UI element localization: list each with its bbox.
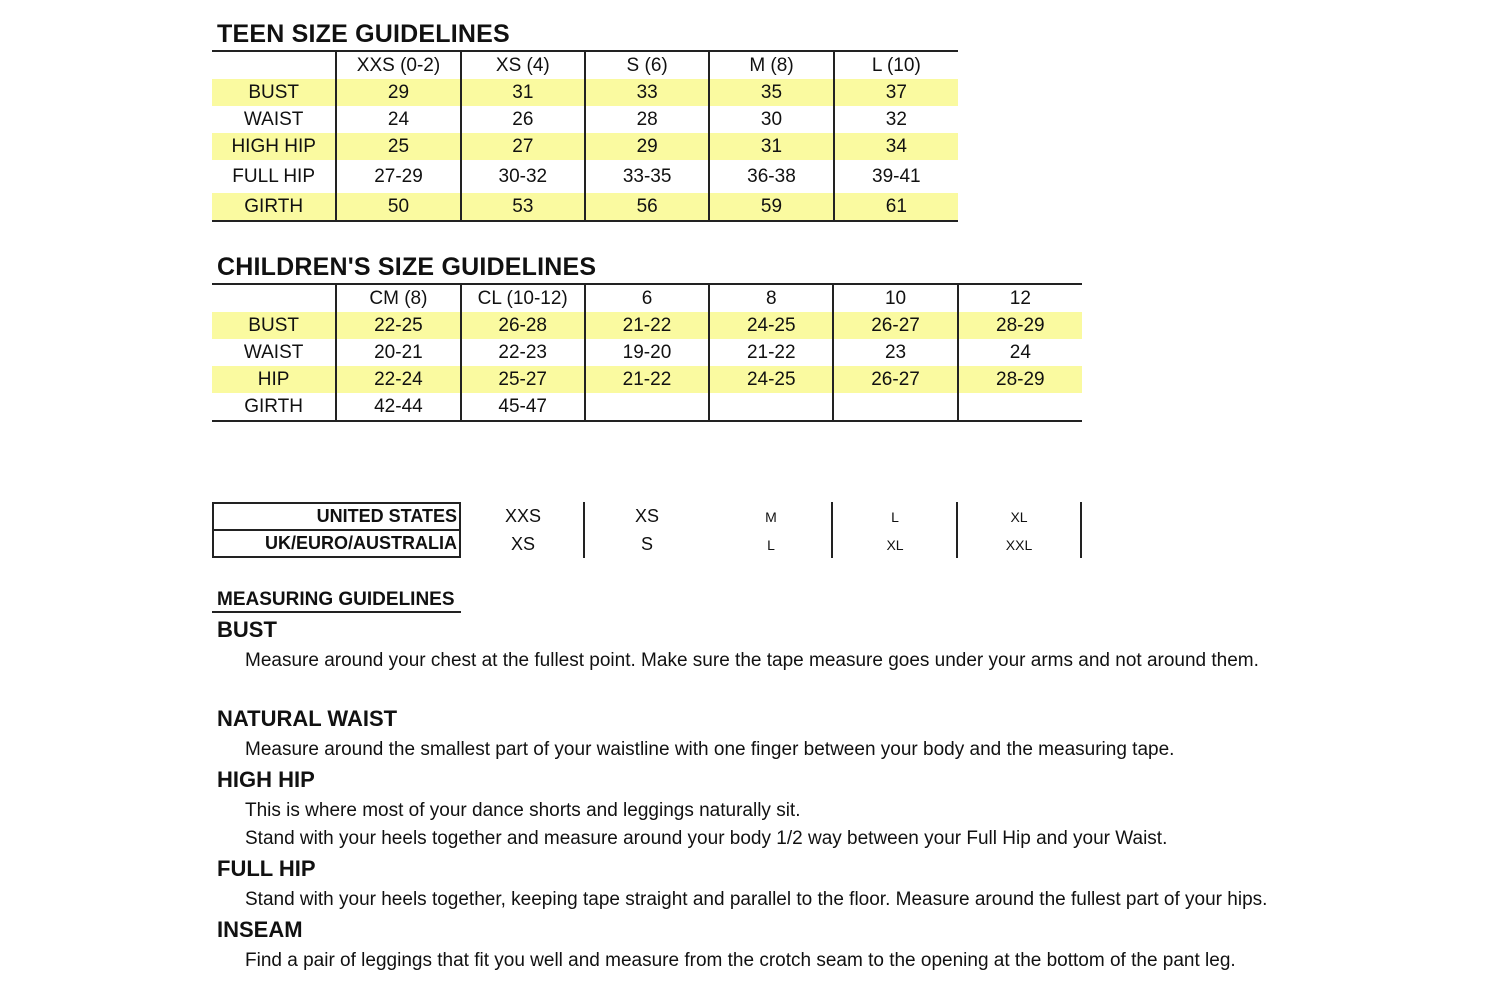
table-cell: 42-44 (336, 393, 460, 421)
table-cell: 45-47 (461, 393, 585, 421)
section-head-natural-waist: NATURAL WAIST (217, 706, 398, 731)
table-cell: 33-35 (585, 160, 709, 193)
table-cell: 59 (709, 193, 833, 221)
teen-row-bust (212, 79, 958, 106)
children-row-girth (212, 393, 1082, 421)
table-cell: 31 (461, 79, 585, 106)
uk-size: XL (886, 537, 904, 553)
table-cell: 24-25 (709, 366, 833, 393)
row-label: HIGH HIP (212, 133, 336, 160)
uk-label: UK/EURO/AUSTRALIA (265, 533, 457, 553)
table-cell: 22-25 (336, 312, 460, 339)
table-cell: 61 (834, 193, 958, 221)
section-text: Measure around the smallest part of your waistline with one finger between your body and the measuring tape. (245, 739, 1175, 760)
table-cell: 23 (833, 339, 957, 366)
us-label: UNITED STATES (316, 506, 457, 526)
row-label: GIRTH (212, 393, 336, 421)
table-cell: 25-27 (461, 366, 585, 393)
children-row-bust (212, 312, 1082, 339)
us-size: M (765, 509, 777, 525)
table-cell: 33 (585, 79, 709, 106)
table-cell: 32 (834, 106, 958, 133)
table-cell: 28 (585, 106, 709, 133)
row-label: BUST (212, 79, 336, 106)
row-label: BUST (212, 312, 336, 339)
table-cell: 28-29 (958, 366, 1082, 393)
table-cell: 27-29 (336, 160, 460, 193)
table-cell: 22-24 (336, 366, 460, 393)
uk-size: S (640, 534, 653, 554)
teen-size-table (212, 50, 958, 222)
section-text: Stand with your heels together and measure around your body 1/2 way between your Full Hip and your Waist. (245, 828, 1168, 849)
section-text: Measure around your chest at the fullest point. Make sure the tape measure goes under your arms and not around them. (245, 650, 1259, 671)
section-head-high-hip: HIGH HIP (217, 767, 315, 792)
table-cell: 24 (958, 339, 1082, 366)
measuring-title-underline (212, 611, 461, 613)
row-label: HIP (212, 366, 336, 393)
children-col-header: CL (10-12) (461, 284, 585, 312)
children-header-corner (212, 284, 336, 312)
section-text: Stand with your heels together, keeping tape straight and parallel to the floor. Measure around the fullest part of your hips. (245, 889, 1268, 910)
table-cell: 53 (461, 193, 585, 221)
table-cell: 25 (336, 133, 460, 160)
teen-size-title: TEEN SIZE GUIDELINES (217, 20, 510, 48)
children-col-header: 12 (958, 284, 1082, 312)
table-cell: 30-32 (461, 160, 585, 193)
table-cell: 50 (336, 193, 460, 221)
table-cell: 24 (336, 106, 460, 133)
teen-col-header: L (10) (834, 51, 958, 79)
table-cell: 56 (585, 193, 709, 221)
teen-col-header: XXS (0-2) (336, 51, 460, 79)
table-cell: 22-23 (461, 339, 585, 366)
table-cell: 21-22 (585, 312, 709, 339)
section-head-full-hip: FULL HIP (217, 856, 316, 881)
us-size: L (891, 509, 899, 525)
table-cell: 24-25 (709, 312, 833, 339)
table-cell: 35 (709, 79, 833, 106)
children-col-header: CM (8) (336, 284, 460, 312)
row-label: WAIST (243, 342, 304, 363)
table-cell: 39-41 (834, 160, 958, 193)
section-head-inseam: INSEAM (217, 917, 303, 942)
table-cell: 30 (709, 106, 833, 133)
us-size: XL (1010, 509, 1028, 525)
table-cell: 36-38 (709, 160, 833, 193)
teen-col-header: S (6) (585, 51, 709, 79)
table-cell: 26-27 (833, 312, 957, 339)
uk-size: XXL (1005, 537, 1033, 553)
table-cell (833, 393, 957, 421)
teen-row-girth (212, 193, 958, 221)
table-cell (958, 393, 1082, 421)
teen-row-full-hip (212, 160, 958, 193)
teen-row-waist (212, 106, 958, 133)
us-size: XS (634, 506, 659, 526)
table-cell: 27 (461, 133, 585, 160)
row-label: WAIST (243, 109, 304, 130)
table-cell (585, 393, 709, 421)
table-cell: 21-22 (709, 339, 833, 366)
table-cell: 28-29 (958, 312, 1082, 339)
table-cell (709, 393, 833, 421)
children-col-header: 6 (585, 284, 709, 312)
section-text: Find a pair of leggings that fit you well and measure from the crotch seam to the opening at the bottom of the pant leg. (245, 950, 1236, 971)
row-label: FULL HIP (232, 166, 316, 187)
children-size-title: CHILDREN'S SIZE GUIDELINES (217, 253, 597, 281)
teen-row-high-hip (212, 133, 958, 160)
table-cell: 29 (585, 133, 709, 160)
children-size-table (212, 283, 1082, 422)
teen-header-corner (212, 51, 336, 79)
table-cell: 31 (709, 133, 833, 160)
children-row-waist (212, 339, 1082, 366)
table-cell: 29 (336, 79, 460, 106)
us-size: XXS (504, 506, 542, 526)
children-col-header: 8 (709, 284, 833, 312)
teen-col-header: M (8) (709, 51, 833, 79)
uk-size: XS (510, 534, 535, 554)
children-col-header: 10 (833, 284, 957, 312)
section-text: This is where most of your dance shorts and leggings naturally sit. (245, 800, 801, 821)
table-cell: 34 (834, 133, 958, 160)
table-cell: 21-22 (585, 366, 709, 393)
measuring-guidelines-title: MEASURING GUIDELINES (217, 589, 455, 610)
row-label: GIRTH (212, 193, 336, 221)
children-row-hip (212, 366, 1082, 393)
table-cell: 19-20 (585, 339, 709, 366)
table-cell: 26 (461, 106, 585, 133)
uk-size: L (767, 537, 775, 553)
section-head-bust: BUST (217, 617, 277, 642)
teen-col-header: XS (4) (461, 51, 585, 79)
table-cell: 26-27 (833, 366, 957, 393)
table-cell: 26-28 (461, 312, 585, 339)
table-cell: 20-21 (336, 339, 460, 366)
table-cell: 37 (834, 79, 958, 106)
